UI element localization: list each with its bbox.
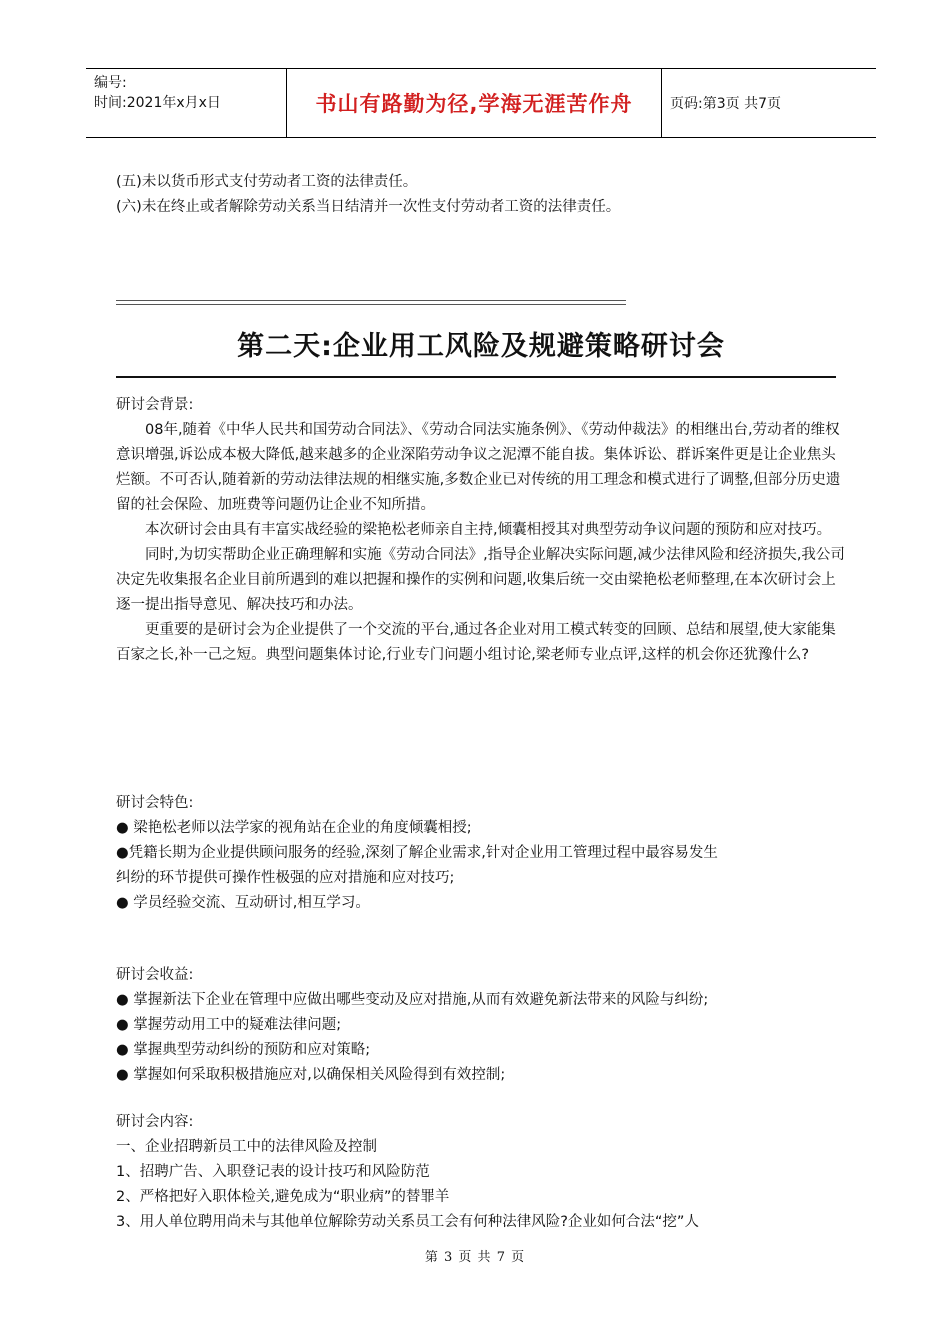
content-line: 3、用人单位聘用尚未与其他单位解除劳动关系员工会有何种法律风险?企业如何合法“挖”人	[116, 1214, 699, 1230]
list-item: ● 学员经验交流、互动研讨,相互学习。	[116, 895, 370, 911]
section-divider	[116, 300, 626, 305]
section-heading: 研讨会收益:	[116, 967, 194, 983]
content-line: 一、企业招聘新员工中的法律风险及控制	[116, 1139, 377, 1155]
number-label: 编号:	[94, 75, 127, 91]
section-heading: 研讨会特色:	[116, 795, 194, 811]
list-item: ● 掌握新法下企业在管理中应做出哪些变动及应对措施,从而有效避免新法带来的风险与纠纷;	[116, 992, 709, 1008]
paragraph: 08年,随着《中华人民共和国劳动合同法》、《劳动合同法实施条例》、《劳动仲裁法》的相继出台,劳动者的维权意识增强,诉讼成本极大降低,越来越多的企业深陷劳动争议之泥潭不能自拔。集体诉讼、群诉案件更是让企业焦头烂额。不可否认,随着新的劳动法律法规的相继实施,多数企业已对传统的用工理念和模式进行了调整,但部分历史遗留的社会保险、加班费等问题仍让企业不知所措。	[116, 422, 841, 513]
content-line: 1、招聘广告、入职登记表的设计技巧和风险防范	[116, 1164, 430, 1180]
section-heading: 研讨会背景:	[116, 397, 194, 413]
text-line: (五)未以货币形式支付劳动者工资的法律责任。	[116, 174, 418, 190]
text-line: (六)未在终止或者解除劳动关系当日结清并一次性支付劳动者工资的法律责任。	[116, 199, 621, 215]
paragraph: 本次研讨会由具有丰富实战经验的梁艳松老师亲自主持,倾囊相授其对典型劳动争议问题的预防和应对技巧。	[145, 522, 832, 538]
benefits-section	[116, 963, 846, 1088]
background-section	[116, 393, 846, 668]
paragraph: 更重要的是研讨会为企业提供了一个交流的平台,通过各企业对用工模式转变的回顾、总结和展望,使大家能集百家之长,补一己之短。典型问题集体讨论,行业专门问题小组讨论,梁老师专业点评,这样的机会你还犹豫什么?	[116, 622, 836, 663]
header-page-info: 页码:第3页 共7页	[670, 96, 781, 112]
list-item: ●凭籍长期为企业提供顾问服务的经验,深刻了解企业需求,针对企业用工管理过程中最容易发生	[116, 845, 718, 861]
header-meta	[86, 69, 286, 137]
top-lines	[116, 170, 846, 220]
content-section	[116, 1110, 846, 1235]
list-item: ● 梁艳松老师以法学家的视角站在企业的角度倾囊相授;	[116, 820, 472, 836]
title-underline	[116, 376, 836, 378]
list-item: ● 掌握如何采取积极措施应对,以确保相关风险得到有效控制;	[116, 1067, 506, 1083]
features-section	[116, 791, 846, 916]
list-item-continuation: 纠纷的环节提供可操作性极强的应对措施和应对技巧;	[116, 870, 455, 886]
paragraph: 同时,为切实帮助企业正确理解和实施《劳动合同法》,指导企业解决实际问题,减少法律风险和经济损失,我公司决定先收集报名企业目前所遇到的难以把握和操作的实例和问题,收集后统一交由梁艳松老师整理,在本次研讨会上逐一提出指导意见、解决技巧和办法。	[116, 547, 845, 613]
section-heading: 研讨会内容:	[116, 1114, 194, 1130]
page-footer: 第 3 页 共 7 页	[424, 1250, 526, 1265]
list-item: ● 掌握劳动用工中的疑难法律问题;	[116, 1017, 342, 1033]
time-label: 时间:2021年x月x日	[94, 95, 221, 111]
list-item: ● 掌握典型劳动纠纷的预防和应对策略;	[116, 1042, 371, 1058]
header-motto: 书山有路勤为径,学海无涯苦作舟	[286, 69, 662, 137]
page-title: 第二天:企业用工风险及规避策略研讨会	[237, 331, 725, 362]
content-line: 2、严格把好入职体检关,避免成为“职业病”的替罪羊	[116, 1189, 450, 1205]
page-header	[86, 68, 876, 138]
